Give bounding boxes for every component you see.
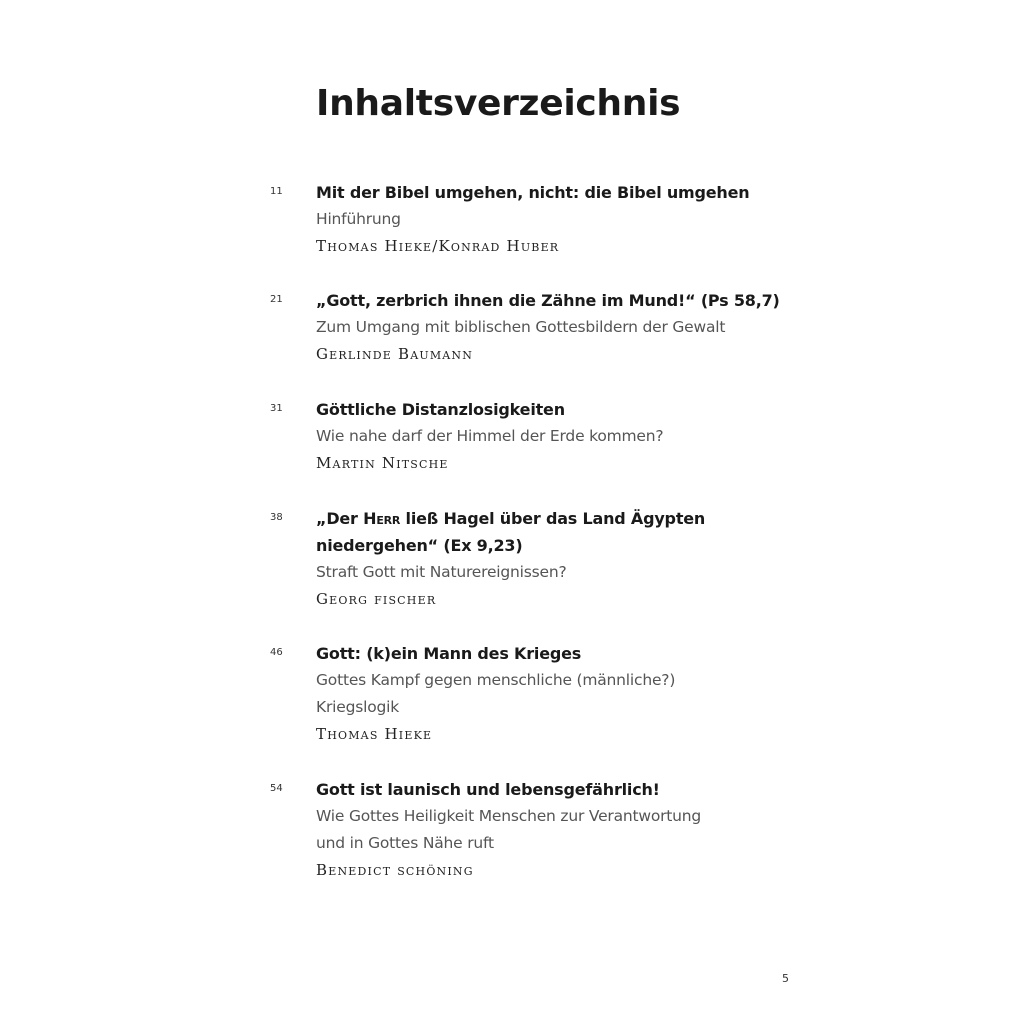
page-title: Inhaltsverzeichnis — [316, 83, 681, 124]
toc-entry-body — [316, 396, 796, 477]
toc-page-number: 31 — [270, 403, 283, 414]
toc-heading-continued: niedergehen“ (Ex 9,23) — [316, 536, 523, 555]
toc-subtitle: Wie Gottes Heiligkeit Menschen zur Verantwortung — [316, 807, 702, 825]
page-number-footer: 5 — [782, 972, 789, 985]
toc-subtitle: Zum Umgang mit biblischen Gottesbildern der Gewalt — [316, 318, 726, 336]
toc-subtitle-continued: und in Gottes Nähe ruft — [316, 834, 494, 852]
toc-heading: Göttliche Distanzlosigkeiten — [316, 400, 565, 419]
toc-subtitle-continued: Kriegslogik — [316, 698, 400, 716]
toc-heading-smallcaps: Herr — [363, 509, 401, 528]
toc-heading: Gott: (k)ein Mann des Krieges — [316, 644, 582, 663]
toc-subtitle: Hinführung — [316, 210, 401, 228]
toc-author: Thomas Hieke — [316, 725, 433, 743]
toc-subtitle: Wie nahe darf der Himmel der Erde kommen? — [316, 427, 664, 445]
toc-page-number: 38 — [270, 512, 283, 523]
toc-heading: Gott ist launisch und lebensgefährlich! — [316, 780, 660, 799]
toc-author: Gerlinde Baumann — [316, 345, 474, 363]
toc-heading — [316, 505, 796, 532]
toc-page-number: 54 — [270, 783, 283, 794]
toc-page-number: 46 — [270, 647, 283, 658]
toc-page-number: 21 — [270, 294, 283, 305]
toc-author: Martin Nitsche — [316, 454, 449, 472]
toc-subtitle: Gottes Kampf gegen menschliche (männliche?) — [316, 671, 676, 689]
toc-heading-text: ließ Hagel über das Land Ägypten — [400, 509, 706, 528]
toc-entry-body — [316, 287, 796, 368]
toc-author: Benedict schöning — [316, 861, 474, 879]
toc-subtitle: Straft Gott mit Naturereignissen? — [316, 563, 567, 581]
toc-entry-body — [316, 776, 796, 884]
toc-entry-body — [316, 640, 796, 748]
toc-heading: „Gott, zerbrich ihnen die Zähne im Mund!“ (Ps 58,7) — [316, 291, 780, 310]
toc-entry-body — [316, 505, 796, 613]
toc-entry-body — [316, 179, 796, 260]
toc-author: Thomas Hieke/Konrad Huber — [316, 237, 560, 255]
toc-heading: Mit der Bibel umgehen, nicht: die Bibel umgehen — [316, 183, 750, 202]
toc-page-number: 11 — [270, 186, 283, 197]
toc-heading-text: „Der — [316, 509, 364, 528]
toc-author: Georg fischer — [316, 590, 437, 608]
